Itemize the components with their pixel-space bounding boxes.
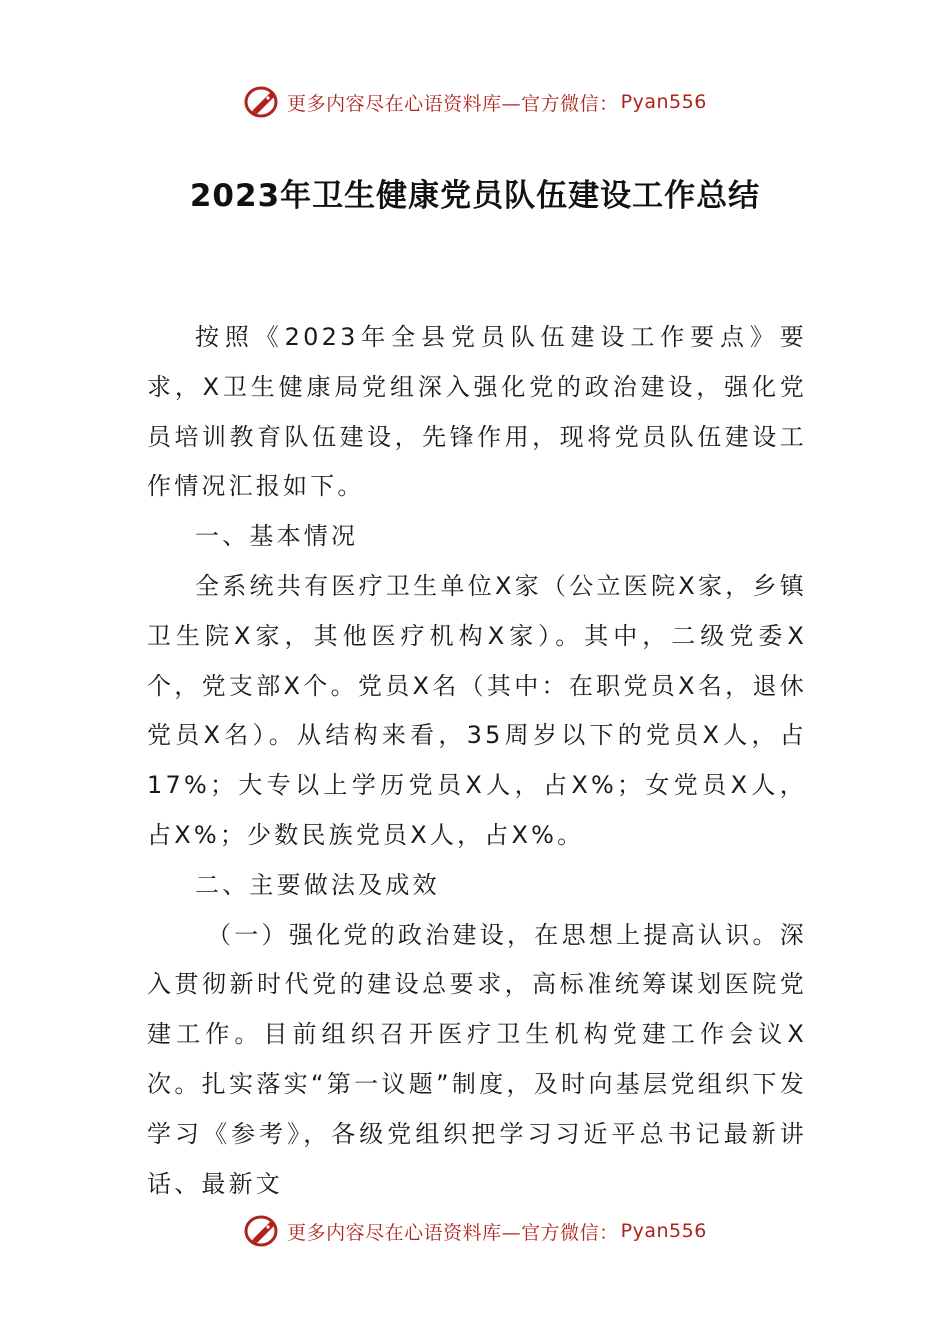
banner-text: 更多内容尽在心语资料库—官方微信： [287,92,619,115]
section-heading-basic-situation: 一、基本情况 [195,522,359,551]
pen-nib-logo-icon [243,84,283,120]
document-body [147,313,807,1209]
intro-paragraph: 按照《2023年全县党员队伍建设工作要点》要求，X卫生健康局党组深入强化党的政治建设，强化党员培训教育队伍建设，先锋作用，现将党员队伍建设工作情况汇报如下。 [147,323,807,501]
section-heading-main-practices: 二、主要做法及成效 [195,870,440,899]
basic-situation-paragraph: 全系统共有医疗卫生单位X家（公立医院X家，乡镇卫生院X家，其他医疗机构X家）。其中，二级党委X个，党支部X个。党员X名（其中：在职党员X名，退休党员X名）。从结构来看，35周岁以下的党员X人，占17%；大专以上学历党员X人，占X%；女党员X人，占X%；少数民族党员X人，占X%。 [147,571,807,849]
banner-text: 更多内容尽在心语资料库—官方微信： [287,1221,619,1244]
subsection-political-building-paragraph: （一）强化党的政治建设，在思想上提高认识。深入贯彻新时代党的建设总要求，高标准统筹谋划医院党建工作。目前组织召开医疗卫生机构党建工作会议X次。扎实落实“第一议题”制度，及时向基层党组织下发学习《参考》，各级党组织把学习习近平总书记最新讲话、最新文 [147,920,807,1198]
pen-nib-logo-icon [243,1213,283,1249]
footer-watermark-banner [0,1211,950,1251]
banner-wechat-id: Pyan556 [620,91,707,113]
document-title: 2023年卫生健康党员队伍建设工作总结 [189,178,761,214]
header-watermark-banner [0,82,950,122]
banner-wechat-id: Pyan556 [620,1220,707,1242]
